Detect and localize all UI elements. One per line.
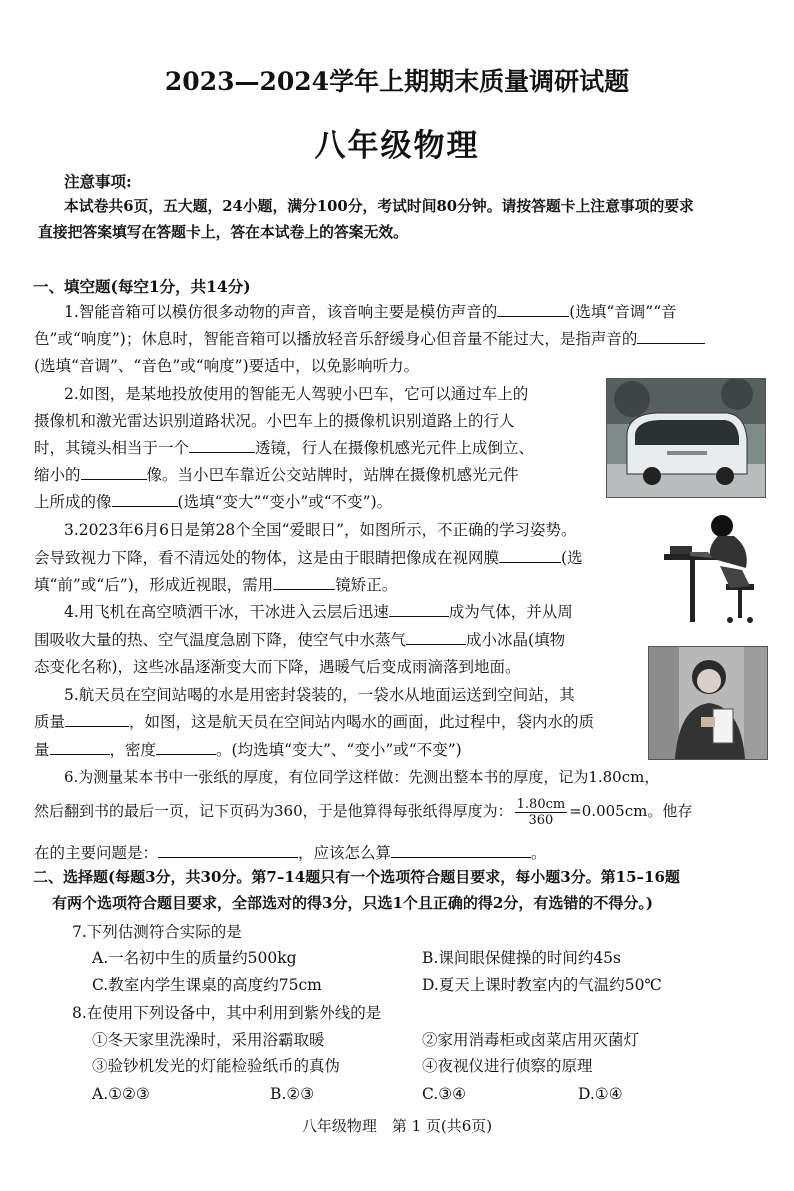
- q8-option-b: B.②③: [270, 1085, 315, 1103]
- q6-text-b: =0.005cm。他存: [569, 802, 693, 820]
- q7-option-a: A.一名初中生的质量约500kg: [92, 949, 297, 967]
- q3-line-1: 3.2023年6月6日是第28个全国“爱眼日”，如图所示，不正确的学习姿势。: [64, 521, 577, 539]
- q2-line-2: 摄像机和激光雷达识别道路状况。小巴车上的摄像机识别道路上的行人: [34, 412, 515, 430]
- q4-text-d: 成小冰晶(填物: [466, 631, 566, 649]
- q3-blank-2: [273, 575, 335, 590]
- q2-blank-3: [112, 492, 178, 507]
- q1-text-c: 色”或“响度”)；休息时，智能音箱可以播放轻音乐舒缓身心但音量不能过大，是指声音的: [34, 330, 638, 348]
- q5-line-3: [34, 740, 462, 760]
- q2-line-4: [34, 465, 519, 485]
- q6-fraction: [515, 797, 568, 828]
- q8-option-d: D.①④: [578, 1085, 623, 1103]
- q8-option-a: A.①②③: [92, 1085, 150, 1103]
- q5-text-b: ，如图，这是航天员在空间站内喝水的画面，此过程中，袋内水的质: [129, 713, 595, 731]
- q3-line-2: [34, 548, 583, 568]
- astronaut-photo: [648, 646, 768, 760]
- q6-text-c: 在的主要问题是：: [34, 844, 159, 862]
- section-2-heading-line-2: 有两个选项符合题目要求，全部选对的得3分，只选1个且正确的得2分，有选错的不得分。): [52, 894, 653, 912]
- q1-line-3: (选填“音调”、“音色”或“响度”)要适中，以免影响听力。: [34, 357, 420, 375]
- q6-text-a: 然后翻到书的最后一页，记下页码为360，于是他算得每张纸得厚度为：: [34, 802, 513, 820]
- q6-text-d: ，应该怎么算: [298, 844, 392, 862]
- q4-text-a: 4.用飞机在高空喷洒干冰，干冰进入云层后迅速: [64, 603, 389, 621]
- q8-item-3: ③验钞机发光的灯能检验纸币的真伪: [92, 1057, 341, 1075]
- notice-line-2: 直接把答案填写在答题卡上，答在本试卷上的答案无效。: [38, 224, 408, 241]
- q8-item-2: ②家用消毒柜或卤菜店用灭菌灯: [422, 1031, 640, 1049]
- q3-text-a: 会导致视力下降，看不清远处的物体，这是由于眼睛把像成在视网膜: [34, 549, 500, 567]
- q6-text-e: 。: [531, 844, 547, 862]
- q4-line-2: [34, 630, 565, 650]
- section-2-heading-line-1: 二、选择题(每题3分，共30分。第7–14题只有一个选项符合题目要求，每小题3分。第15–16题: [33, 868, 680, 886]
- q3-text-c: 填“前”或“后”)，形成近视眼，需用: [34, 576, 274, 594]
- q5-text-d: ，密度: [109, 741, 157, 759]
- q1-text-b: (选填“音调”“音: [569, 303, 677, 321]
- q3-blank-1: [499, 548, 561, 563]
- astronaut-illustration: [649, 647, 767, 759]
- q4-blank-1: [389, 602, 449, 617]
- q2-blank-2: [81, 465, 147, 480]
- q3-text-b: (选: [561, 549, 583, 567]
- q5-blank-1: [65, 712, 129, 727]
- q1-line-1: [64, 302, 677, 322]
- q2-text-c: 缩小的: [34, 466, 81, 484]
- q6-blank-1: [158, 843, 298, 858]
- posture-figure: [660, 508, 768, 626]
- q8-stem: 8.在使用下列设备中，其中利用到紫外线的是: [72, 1004, 382, 1022]
- q2-text-a: 时，其镜头相当于一个: [34, 439, 190, 457]
- q6-fraction-numerator: 1.80cm: [516, 796, 566, 812]
- q2-line-3: [34, 438, 534, 458]
- q5-line-2: [34, 712, 594, 732]
- q8-item-1: ①冬天家里洗澡时，采用浴霸取暖: [92, 1031, 325, 1049]
- q1-blank-1: [497, 302, 569, 317]
- q4-blank-2: [406, 630, 466, 645]
- q2-text-d: 像。当小巴车靠近公交站牌时，站牌在摄像机感光元件: [146, 466, 519, 484]
- q5-text-a: 质量: [34, 713, 66, 731]
- q7-option-d: D.夏天上课时教室内的气温约50℃: [422, 976, 662, 994]
- q6-blank-2: [391, 843, 531, 858]
- q5-blank-3: [156, 740, 216, 755]
- q8-item-4: ④夜视仪进行侦察的原理: [422, 1057, 593, 1075]
- q6-fraction-denominator: 360: [528, 812, 554, 828]
- q5-line-1: 5.航天员在空间站喝的水是用密封袋装的，一袋水从地面运送到空间站，其: [64, 686, 575, 704]
- q6-line-3: [34, 843, 547, 863]
- q4-line-1: [64, 602, 573, 622]
- q5-text-e: 。(均选填“变大”、“变小”或“不变”): [216, 741, 462, 759]
- exam-title: 2023—2024学年上期期末质量调研试题: [164, 67, 630, 96]
- q8-option-c: C.③④: [422, 1085, 467, 1103]
- q2-line-1: 2.如图，是某地投放使用的智能无人驾驶小巴车，它可以通过车上的: [64, 385, 529, 403]
- notice-label: 注意事项:: [64, 172, 132, 191]
- q3-text-d: 镜矫正。: [335, 576, 398, 594]
- q2-text-b: 透镜，行人在摄像机感光元件上成倒立、: [255, 439, 535, 457]
- q2-blank-1: [189, 438, 255, 453]
- q5-blank-2: [50, 740, 110, 755]
- exam-subject: 八年级物理: [314, 128, 480, 164]
- section-1-heading: 一、填空题(每空1分，共14分): [33, 277, 251, 296]
- q7-option-b: B.课间眼保健操的时间约45s: [422, 949, 621, 967]
- q6-line-1: 6.为测量某本书中一张纸的厚度，有位同学这样做：先测出整本书的厚度，记为1.80cm，: [64, 768, 660, 786]
- q3-line-3: [34, 575, 397, 595]
- q2-text-f: (选填“变大”“变小”或“不变”)。: [177, 493, 393, 511]
- q7-option-c: C.教室内学生课桌的高度约75cm: [92, 976, 322, 994]
- q1-blank-2: [637, 329, 705, 344]
- q5-text-c: 量: [34, 741, 50, 759]
- notice-line-1: 本试卷共6页，五大题，24小题，满分100分，考试时间80分钟。请按答题卡上注意事项的要求: [64, 198, 694, 215]
- q6-line-2: [34, 793, 692, 829]
- student-desk-illustration: [660, 508, 768, 626]
- q7-stem: 7.下列估测符合实际的是: [72, 923, 242, 941]
- q4-text-c: 围吸收大量的热、空气温度急剧下降，使空气中水蒸气: [34, 631, 407, 649]
- bus-illustration: [607, 379, 765, 497]
- q2-text-e: 上所成的像: [34, 493, 112, 511]
- bus-photo: [606, 378, 766, 498]
- q1-text-a: 1.智能音箱可以模仿很多动物的声音，该音响主要是模仿声音的: [64, 303, 498, 321]
- page-footer: 八年级物理 第 1 页(共6页): [301, 1117, 493, 1135]
- q4-text-b: 成为气体，并从周: [448, 603, 573, 621]
- q4-line-3: 态变化名称)，这些冰晶逐渐变大而下降，遇暖气后变成雨滴落到地面。: [34, 658, 521, 676]
- q2-line-5: [34, 492, 392, 512]
- q1-line-2: [34, 329, 705, 349]
